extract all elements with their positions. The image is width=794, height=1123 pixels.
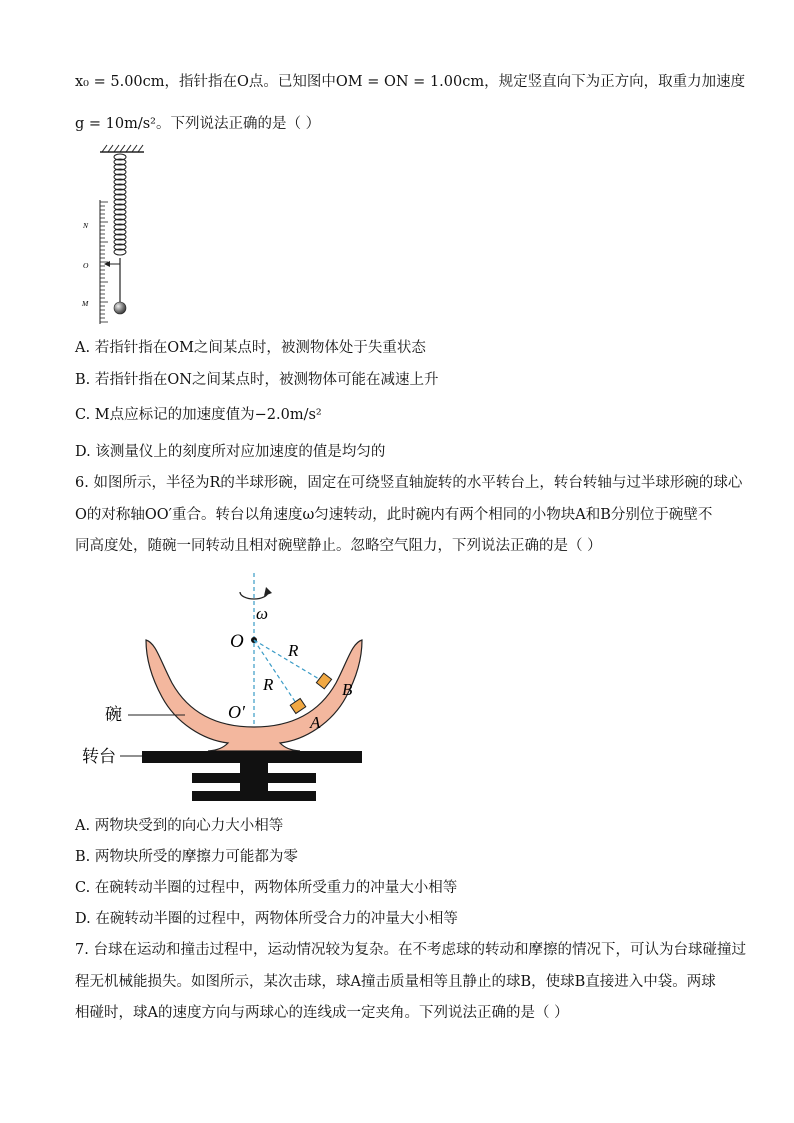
block-a [290, 698, 306, 713]
q5-stem-line-2: g = 10m/s²。下列说法正确的是（ ） [75, 116, 321, 132]
scale-ticks [100, 202, 108, 322]
rotation-arrowhead [264, 587, 272, 596]
label-r-lower: R [263, 675, 274, 694]
q5-option-c: C. M点应标记的加速度值为−2.0m/s² [75, 407, 322, 423]
q7-stem-line-3: 相碰时，球A的速度方向与两球心的连线成一定夹角。下列说法正确的是（ ） [75, 1005, 569, 1021]
label-o: O [83, 261, 89, 270]
q6-option-a: A. 两物块受到的向心力大小相等 [75, 818, 284, 834]
q6-option-b: B. 两物块所受的摩擦力可能都为零 [75, 849, 298, 865]
turntable-top [142, 751, 362, 763]
block-b [316, 673, 331, 689]
spring-accelerometer-figure [80, 140, 160, 330]
ball [114, 302, 126, 314]
turntable-neck [240, 783, 268, 791]
q6-option-d: D. 在碗转动半圈的过程中，两物体所受合力的冲量大小相等 [75, 911, 458, 927]
q6-stem-line-3: 同高度处，随碗一同转动且相对碗壁静止。忽略空气阻力，下列说法正确的是（ ） [75, 538, 602, 554]
q7-stem-line-2: 程无机械能损失。如图所示，某次击球，球A撞击质量相等且静止的球B，使球B直接进入中袋。两球 [75, 974, 716, 990]
label-o-prime: O′ [228, 702, 245, 722]
turntable-label: 转台 [82, 747, 116, 767]
label-o: O [230, 631, 244, 652]
omega-label: ω [256, 604, 269, 623]
q6-stem-line-2: O的对称轴OO′重合。转台以角速度ω匀速转动，此时碗内有两个相同的小物块A和B分别位于碗壁不 [75, 507, 713, 523]
label-m: M [82, 299, 89, 308]
bowl-label: 碗 [105, 705, 122, 725]
q5-option-a: A. 若指针指在OM之间某点时，被测物体处于失重状态 [75, 340, 426, 356]
q5-option-d: D. 该测量仪上的刻度所对应加速度的值是均匀的 [75, 444, 386, 460]
q6-option-c: C. 在碗转动半圈的过程中，两物体所受重力的冲量大小相等 [75, 880, 458, 896]
q6-stem-line-1: 6. 如图所示，半径为R的半球形碗，固定在可绕竖直轴旋转的水平转台上，转台转轴与过半球形碗的球心 [75, 475, 743, 491]
q5-stem-line-1: x₀ = 5.00cm，指针指在O点。已知图中OM = ON = 1.00cm，规定竖直向下为正方向，取重力加速度 [75, 74, 746, 90]
q5-option-b: B. 若指针指在ON之间某点时，被测物体可能在减速上升 [75, 372, 439, 388]
label-b: B [342, 680, 353, 699]
label-n: N [83, 221, 89, 230]
q7-stem-line-1: 7. 台球在运动和撞击过程中，运动情况较为复杂。在不考虑球的转动和摩擦的情况下，可认为台球碰撞过 [75, 942, 746, 958]
label-r-upper: R [288, 641, 299, 660]
turntable-shaft [240, 763, 268, 773]
bowl-turntable-figure [80, 565, 380, 805]
label-a: A [310, 713, 321, 732]
turntable-middle [192, 773, 316, 783]
ceiling-hatching [102, 145, 143, 152]
turntable-base [192, 791, 316, 801]
spring [114, 154, 126, 255]
